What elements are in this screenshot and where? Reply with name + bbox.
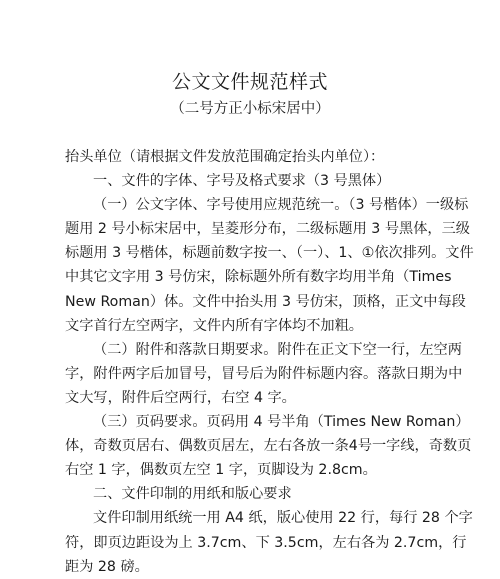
document-body <box>65 145 475 579</box>
section-heading-2: 二、文件印制的用纸和版心要求 <box>93 486 292 503</box>
section-heading-1: 一、文件的字体、字号及格式要求（3 号黑体） <box>93 173 391 190</box>
document-subtitle: （二号方正小标宋居中） <box>170 101 330 117</box>
document-title: 公文文件规范样式 <box>171 71 328 93</box>
paragraph-paper-layout: 文件印制用纸统一用 A4 纸，版心使用 22 行，每行 28 个字符，即页边距设为上 3.7cm、下 3.5cm，左右各为 2.7cm，行距为 28 磅。 <box>65 510 473 575</box>
paragraph-attachment-date: （二）附件和落款日期要求。附件在正文下空一行，左空两字，附件两字后加冒号，冒号后为附件标题内容。落款日期为中文大写，附件后空两行，右空 4 字。 <box>65 341 463 406</box>
paragraph-font-requirements: （一）公文字体、字号使用应规范统一。（3 号楷体）一级标题用 2 号小标宋居中，呈菱形分布，二级标题用 3 号黑体，三级标题用 3 号楷体，标题前数字按一、（一）、1、①依次排列。文件中其它文字用 3 号仿宋，除标题外所有数字均用半角（Times New Roman）体。文件中抬头用 3 号仿宋，顶格，正文中每段文字首行左空两字，文件内所有字体均不加粗。 <box>65 197 474 334</box>
salutation-line: 抬头单位（请根据文件发放范围确定抬头内单位）： <box>65 149 385 165</box>
paragraph-page-number: （三）页码要求。页码用 4 号半角（Times New Roman）体，奇数页居右、偶数页居左，左右各放一条4号一字线，奇数页右空 1 字，偶数页左空 1 字，页脚设为 2.8cm。 <box>65 414 472 479</box>
